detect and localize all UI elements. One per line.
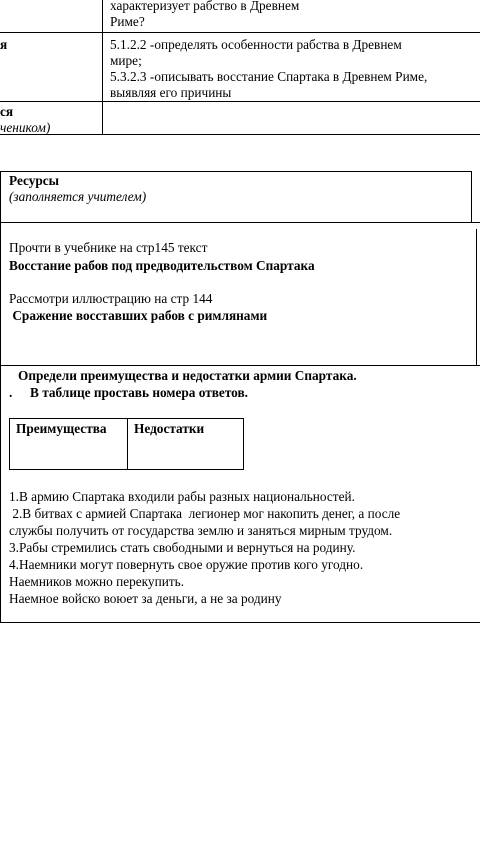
main-table-bottom-border [0, 622, 480, 623]
answer-item: 2.В битвах с армией Спартака легионер мог накопить денег, а после [9, 506, 401, 521]
row3-note: чеником) [0, 120, 51, 135]
header-advantages: Преимущества [16, 421, 107, 436]
resources-title: Ресурсы [9, 173, 60, 188]
answer-item: службы получить от государства землю и заняться мирным трудом. [9, 523, 393, 538]
look-instruction: Рассмотри иллюстрацию на стр 144 [9, 291, 213, 306]
resources-note: (заполняется учителем) [9, 189, 147, 204]
look-title: Сражение восставших рабов с римлянами [9, 308, 268, 323]
main-table-left-border [0, 171, 1, 623]
advantages-answer-cell[interactable] [10, 446, 127, 469]
disadvantages-answer-cell[interactable] [128, 446, 243, 469]
top-table-bottom-border [0, 134, 480, 135]
main-table-right-border [471, 171, 472, 223]
answer-table-right-border [243, 418, 244, 470]
task-line: В таблице проставь номера ответов. [30, 385, 248, 400]
answer-item: 3.Рабы стремились стать свободными и вернуться на родину. [9, 540, 356, 555]
row2-label: я [0, 37, 8, 52]
row1-text-line: Риме? [110, 14, 145, 29]
row1-text-line: характеризует рабство в Древнем [110, 0, 300, 13]
answer-item: 4.Наемники могут повернуть свое оружие против кого угодно. [9, 557, 364, 572]
header-disadvantages: Недостатки [134, 421, 205, 436]
main-table-row-divider [0, 365, 480, 366]
answer-item: Наемное войско воюет за деньги, а не за родину [9, 591, 282, 606]
answer-item: 1.В армию Спартака входили рабы разных национальностей. [9, 489, 355, 504]
main-table-right-border [476, 229, 477, 365]
main-table-top-border [0, 171, 472, 172]
objective-line: мире; [110, 53, 142, 68]
objective-line: 5.1.2.2 -определять особенности рабства в Древнем [110, 37, 402, 52]
task-bullet: . [9, 385, 13, 400]
main-table-row-divider [0, 222, 480, 223]
objective-line: выявляя его причины [110, 85, 232, 100]
objective-line: 5.3.2.3 -описывать восстание Спартака в Древнем Риме, [110, 69, 428, 84]
read-title: Восстание рабов под предводительством Спартака [9, 258, 315, 273]
top-table-column-divider [102, 0, 103, 135]
top-table-row-divider [0, 32, 480, 33]
read-instruction: Прочти в учебнике на стр145 текст [9, 240, 208, 255]
task-line: Определи преимущества и недостатки армии Спартака. [18, 368, 357, 383]
top-table-row-divider [0, 101, 480, 102]
answer-item: Наемников можно перекупить. [9, 574, 185, 589]
row3-label: ся [0, 104, 14, 119]
